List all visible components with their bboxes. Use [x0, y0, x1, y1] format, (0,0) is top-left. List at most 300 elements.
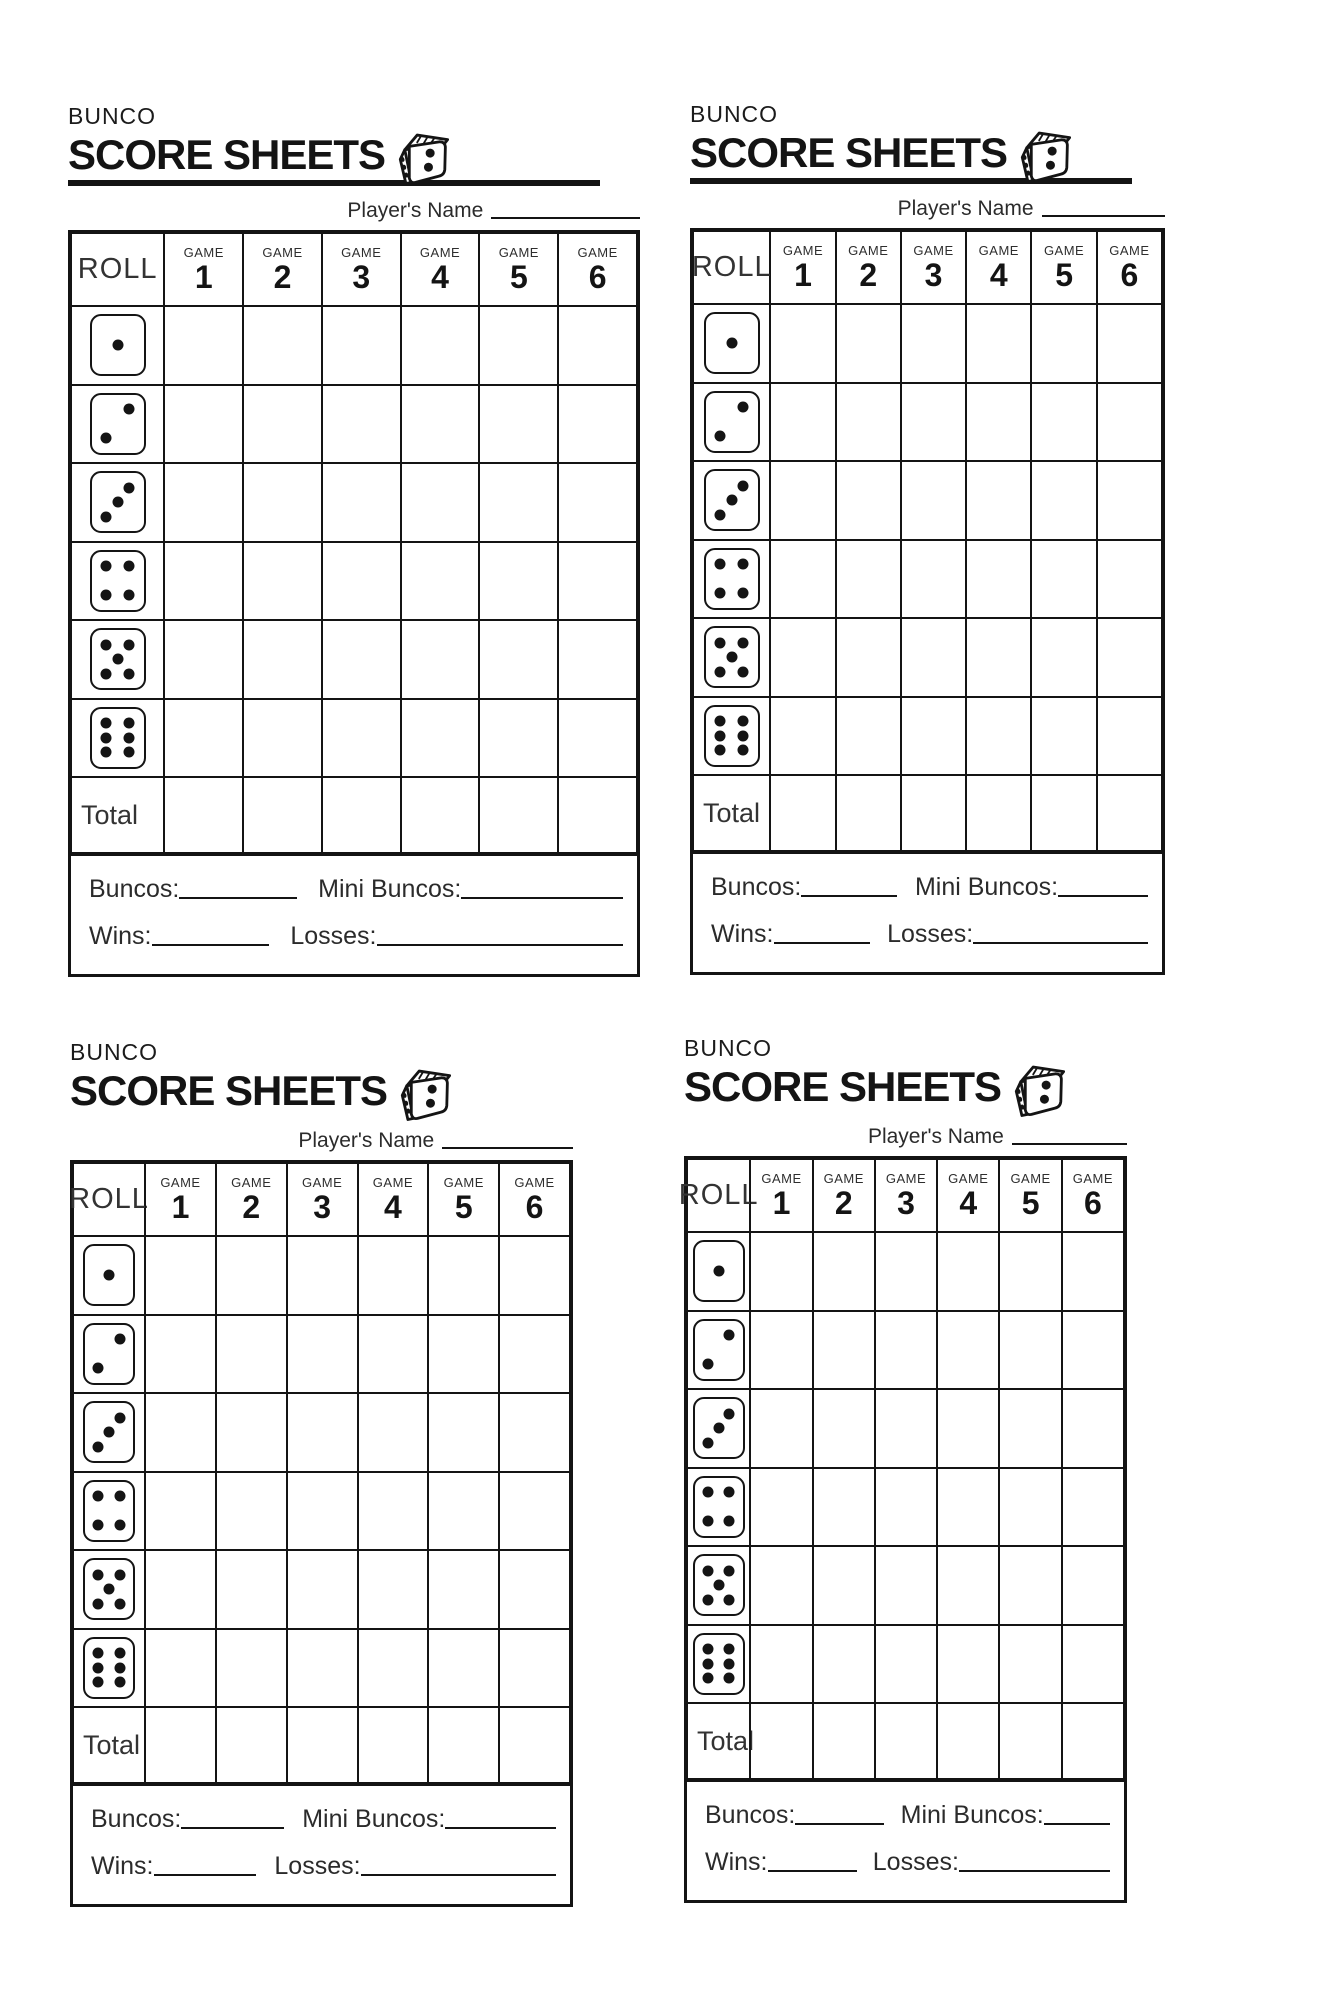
game-label: GAME: [514, 1175, 555, 1191]
die-row-header: [687, 1389, 750, 1468]
die-pip: [726, 495, 737, 506]
score-cell[interactable]: [287, 1393, 358, 1472]
score-cell[interactable]: [287, 1236, 358, 1315]
total-score-cell[interactable]: [499, 1707, 570, 1783]
player-name-write-line[interactable]: [491, 203, 640, 219]
die-pip: [703, 1565, 714, 1576]
mini-buncos-write-line[interactable]: [1058, 881, 1148, 897]
score-cell[interactable]: [499, 1236, 570, 1315]
score-cell[interactable]: [750, 1468, 812, 1547]
score-cell[interactable]: [901, 618, 966, 697]
die-pip: [93, 1520, 104, 1531]
score-cell[interactable]: [287, 1550, 358, 1629]
losses-label: Losses:: [872, 1847, 959, 1876]
roll-column-header: ROLL: [687, 1159, 750, 1232]
game-column-header: [937, 1159, 999, 1232]
score-cell[interactable]: [813, 1311, 875, 1390]
score-cell[interactable]: [999, 1389, 1061, 1468]
score-cell[interactable]: [558, 620, 637, 699]
score-cell[interactable]: [164, 306, 243, 385]
score-cell[interactable]: [358, 1393, 429, 1472]
total-score-cell[interactable]: [216, 1707, 287, 1783]
score-cell[interactable]: [836, 461, 901, 540]
total-score-cell[interactable]: [750, 1703, 812, 1779]
die-pip: [104, 1584, 115, 1595]
score-cell[interactable]: [813, 1625, 875, 1704]
score-cell[interactable]: [813, 1232, 875, 1311]
game-number: 4: [959, 1185, 978, 1222]
total-score-cell[interactable]: [937, 1703, 999, 1779]
sheet-title: SCORE SHEETS: [68, 130, 386, 178]
score-cell[interactable]: [216, 1393, 287, 1472]
die-pip: [93, 1569, 104, 1580]
score-cell[interactable]: [401, 385, 480, 464]
score-cell[interactable]: [1097, 383, 1162, 462]
buncos-write-line[interactable]: [801, 881, 897, 897]
die-face-6: [693, 1633, 745, 1695]
mini-buncos-write-line[interactable]: [445, 1813, 556, 1829]
score-cell[interactable]: [479, 620, 558, 699]
total-score-cell[interactable]: [243, 777, 322, 853]
score-cell[interactable]: [836, 304, 901, 383]
total-score-cell[interactable]: [1062, 1703, 1124, 1779]
wins-write-line[interactable]: [768, 1856, 857, 1872]
die-face-5: [83, 1558, 135, 1620]
die-pip: [124, 590, 135, 601]
die-row-header: [71, 385, 164, 464]
score-cell[interactable]: [770, 618, 835, 697]
score-cell[interactable]: [558, 306, 637, 385]
score-cell[interactable]: [287, 1315, 358, 1394]
score-cell[interactable]: [479, 306, 558, 385]
die-pip: [114, 1334, 125, 1345]
score-cell[interactable]: [966, 461, 1031, 540]
tilted-die-icon: [1005, 1061, 1067, 1125]
score-cell[interactable]: [428, 1393, 499, 1472]
score-cell[interactable]: [966, 697, 1031, 776]
score-cell[interactable]: [428, 1472, 499, 1551]
score-cell[interactable]: [499, 1629, 570, 1708]
buncos-write-line[interactable]: [795, 1809, 884, 1825]
die-row-header: [693, 304, 770, 383]
score-cell[interactable]: [750, 1625, 812, 1704]
score-cell[interactable]: [966, 383, 1031, 462]
die-pip: [124, 718, 135, 729]
die-row-header: [693, 383, 770, 462]
die-face-1: [693, 1240, 745, 1302]
score-cell[interactable]: [1062, 1232, 1124, 1311]
score-cell[interactable]: [999, 1232, 1061, 1311]
total-score-cell[interactable]: [813, 1703, 875, 1779]
score-cell[interactable]: [499, 1315, 570, 1394]
score-cell[interactable]: [1097, 540, 1162, 619]
game-column-header: [1062, 1159, 1124, 1232]
total-score-cell[interactable]: [479, 777, 558, 853]
die-pip: [703, 1594, 714, 1605]
total-score-cell[interactable]: [358, 1707, 429, 1783]
die-pip: [114, 1520, 125, 1531]
die-pip: [715, 559, 726, 570]
score-cell[interactable]: [999, 1625, 1061, 1704]
score-cell[interactable]: [750, 1389, 812, 1468]
die-row-header: [687, 1311, 750, 1390]
mini-buncos-label: Mini Buncos:: [318, 875, 462, 904]
total-row-label: Total: [71, 777, 164, 853]
score-cell[interactable]: [875, 1389, 937, 1468]
score-cell[interactable]: [813, 1546, 875, 1625]
losses-write-line[interactable]: [973, 928, 1148, 944]
die-face-5: [90, 628, 146, 690]
score-table: [70, 1160, 573, 1786]
score-cell[interactable]: [401, 699, 480, 778]
score-cell[interactable]: [243, 620, 322, 699]
score-cell[interactable]: [836, 618, 901, 697]
score-table: [68, 230, 640, 856]
wins-write-line[interactable]: [152, 930, 269, 946]
bunco-score-sheet-bottom-left: [69, 1038, 573, 1907]
score-cell[interactable]: [358, 1236, 429, 1315]
game-column-header: [1097, 231, 1162, 304]
score-cell[interactable]: [479, 463, 558, 542]
buncos-write-line[interactable]: [181, 1813, 283, 1829]
score-cell[interactable]: [813, 1468, 875, 1547]
game-number: 3: [352, 259, 371, 296]
game-column-header: [216, 1163, 287, 1236]
game-number: 3: [924, 257, 943, 294]
score-cell[interactable]: [875, 1468, 937, 1547]
score-cell[interactable]: [401, 542, 480, 621]
score-cell[interactable]: [875, 1546, 937, 1625]
score-cell[interactable]: [999, 1311, 1061, 1390]
score-cell[interactable]: [770, 697, 835, 776]
score-cell[interactable]: [770, 540, 835, 619]
losses-write-line[interactable]: [361, 1860, 556, 1876]
score-cell[interactable]: [937, 1232, 999, 1311]
score-cell[interactable]: [901, 304, 966, 383]
score-cell[interactable]: [937, 1468, 999, 1547]
score-cell[interactable]: [966, 618, 1031, 697]
total-score-cell[interactable]: [1097, 775, 1162, 851]
score-cell[interactable]: [479, 699, 558, 778]
die-pip: [724, 1487, 735, 1498]
total-score-cell[interactable]: [770, 775, 835, 851]
brand-text: BUNCO: [68, 102, 157, 129]
score-cell[interactable]: [287, 1629, 358, 1708]
total-score-cell[interactable]: [901, 775, 966, 851]
wins-write-line[interactable]: [774, 928, 870, 944]
score-cell[interactable]: [216, 1550, 287, 1629]
die-row-header: [693, 461, 770, 540]
score-cell[interactable]: [1031, 618, 1096, 697]
score-cell[interactable]: [216, 1236, 287, 1315]
die-pip: [124, 668, 135, 679]
score-cell[interactable]: [937, 1311, 999, 1390]
score-cell[interactable]: [145, 1315, 216, 1394]
game-number: 1: [794, 257, 812, 294]
die-pip: [713, 1266, 724, 1277]
score-cell[interactable]: [1097, 304, 1162, 383]
score-cell[interactable]: [770, 383, 835, 462]
die-pip: [114, 1648, 125, 1659]
game-label: GAME: [948, 1171, 989, 1187]
score-cell[interactable]: [966, 304, 1031, 383]
score-cell[interactable]: [145, 1393, 216, 1472]
game-column-header: [770, 231, 835, 304]
score-cell[interactable]: [322, 620, 401, 699]
die-pip: [124, 732, 135, 743]
score-cell[interactable]: [558, 699, 637, 778]
die-pip: [724, 1594, 735, 1605]
player-name-label: Player's Name: [347, 199, 484, 222]
die-face-4: [704, 548, 760, 610]
brand-text: BUNCO: [684, 1034, 773, 1061]
score-cell[interactable]: [479, 385, 558, 464]
sheet-title: SCORE SHEETS: [684, 1062, 1002, 1110]
score-cell[interactable]: [558, 542, 637, 621]
die-pip: [101, 561, 112, 572]
losses-write-line[interactable]: [377, 930, 624, 946]
brand-text: BUNCO: [70, 1038, 159, 1065]
die-pip: [703, 1673, 714, 1684]
score-cell[interactable]: [836, 540, 901, 619]
die-pip: [124, 747, 135, 758]
score-cell[interactable]: [1031, 540, 1096, 619]
score-cell[interactable]: [428, 1629, 499, 1708]
score-cell[interactable]: [770, 461, 835, 540]
game-column-header: [966, 231, 1031, 304]
total-score-cell[interactable]: [287, 1707, 358, 1783]
score-cell[interactable]: [358, 1629, 429, 1708]
score-cell[interactable]: [428, 1315, 499, 1394]
total-score-cell[interactable]: [145, 1707, 216, 1783]
game-label: GAME: [262, 245, 303, 261]
score-cell[interactable]: [428, 1236, 499, 1315]
game-number: 2: [834, 1185, 853, 1222]
game-number: 1: [772, 1185, 791, 1222]
score-cell[interactable]: [901, 383, 966, 462]
total-score-cell[interactable]: [966, 775, 1031, 851]
score-cell[interactable]: [750, 1232, 812, 1311]
total-score-cell[interactable]: [322, 777, 401, 853]
wins-label: Wins:: [705, 1847, 768, 1876]
score-cell[interactable]: [937, 1625, 999, 1704]
score-cell[interactable]: [1031, 304, 1096, 383]
score-cell[interactable]: [937, 1389, 999, 1468]
total-row-label: Total: [687, 1703, 750, 1779]
total-score-cell[interactable]: [836, 775, 901, 851]
bunco-score-sheet-bottom-right: [678, 1034, 1127, 1903]
game-label: GAME: [913, 243, 954, 259]
game-label: GAME: [761, 1171, 802, 1187]
score-cell[interactable]: [966, 540, 1031, 619]
score-cell[interactable]: [428, 1550, 499, 1629]
score-cell[interactable]: [145, 1629, 216, 1708]
score-cell[interactable]: [999, 1468, 1061, 1547]
wins-write-line[interactable]: [154, 1860, 256, 1876]
die-pip: [124, 639, 135, 650]
score-cell[interactable]: [875, 1311, 937, 1390]
score-cell[interactable]: [322, 306, 401, 385]
score-cell[interactable]: [287, 1472, 358, 1551]
score-cell[interactable]: [216, 1472, 287, 1551]
score-cell[interactable]: [875, 1625, 937, 1704]
score-cell[interactable]: [164, 463, 243, 542]
game-label: GAME: [341, 245, 382, 261]
score-cell[interactable]: [322, 699, 401, 778]
score-cell[interactable]: [1097, 697, 1162, 776]
die-row-header: [71, 542, 164, 621]
die-face-2: [704, 391, 760, 453]
game-number: 2: [273, 259, 292, 296]
wins-label: Wins:: [89, 921, 152, 950]
score-cell[interactable]: [216, 1629, 287, 1708]
score-table: [678, 1156, 1127, 1782]
score-cell[interactable]: [401, 306, 480, 385]
score-cell[interactable]: [322, 385, 401, 464]
score-cell[interactable]: [401, 620, 480, 699]
game-number: 4: [431, 259, 449, 296]
score-cell[interactable]: [901, 461, 966, 540]
score-cell[interactable]: [1062, 1468, 1124, 1547]
score-cell[interactable]: [499, 1472, 570, 1551]
die-pip: [703, 1437, 714, 1448]
score-cell[interactable]: [999, 1546, 1061, 1625]
score-cell[interactable]: [322, 542, 401, 621]
score-cell[interactable]: [243, 385, 322, 464]
mini-buncos-write-line[interactable]: [1044, 1809, 1110, 1825]
die-pip: [715, 637, 726, 648]
score-cell[interactable]: [499, 1393, 570, 1472]
game-column-header: [1031, 231, 1096, 304]
score-cell[interactable]: [145, 1472, 216, 1551]
score-cell[interactable]: [1097, 461, 1162, 540]
game-number: 5: [1055, 257, 1073, 294]
die-face-3: [704, 469, 760, 531]
score-cell[interactable]: [358, 1315, 429, 1394]
die-pip: [703, 1644, 714, 1655]
die-face-2: [693, 1319, 745, 1381]
total-score-cell[interactable]: [401, 777, 480, 853]
score-cell[interactable]: [813, 1389, 875, 1468]
buncos-write-line[interactable]: [179, 883, 296, 899]
score-cell[interactable]: [1062, 1311, 1124, 1390]
score-cell[interactable]: [558, 463, 637, 542]
die-pip: [124, 404, 135, 415]
score-cell[interactable]: [164, 699, 243, 778]
die-face-3: [90, 471, 146, 533]
score-cell[interactable]: [243, 542, 322, 621]
die-pip: [738, 480, 749, 491]
score-cell[interactable]: [164, 385, 243, 464]
score-cell[interactable]: [770, 304, 835, 383]
game-number: 6: [525, 1189, 544, 1226]
player-name-write-line[interactable]: [1012, 1129, 1127, 1145]
score-cell[interactable]: [145, 1550, 216, 1629]
game-label: GAME: [1010, 1171, 1051, 1187]
game-column-header: [875, 1159, 937, 1232]
score-cell[interactable]: [499, 1550, 570, 1629]
total-score-cell[interactable]: [999, 1703, 1061, 1779]
score-cell[interactable]: [1097, 618, 1162, 697]
game-number: 1: [171, 1189, 190, 1226]
tally-box: [70, 1786, 573, 1907]
score-cell[interactable]: [243, 306, 322, 385]
score-cell[interactable]: [216, 1315, 287, 1394]
score-cell[interactable]: [322, 463, 401, 542]
die-pip: [101, 590, 112, 601]
total-score-cell[interactable]: [558, 777, 637, 853]
score-table: [690, 228, 1165, 854]
score-cell[interactable]: [901, 540, 966, 619]
score-cell[interactable]: [164, 542, 243, 621]
game-column-header: [499, 1163, 570, 1236]
score-cell[interactable]: [1031, 461, 1096, 540]
score-cell[interactable]: [243, 699, 322, 778]
total-score-cell[interactable]: [428, 1707, 499, 1783]
total-score-cell[interactable]: [875, 1703, 937, 1779]
game-label: GAME: [1043, 243, 1085, 259]
die-row-header: [73, 1393, 145, 1472]
game-number: 5: [1021, 1185, 1040, 1222]
score-cell[interactable]: [164, 620, 243, 699]
die-face-5: [693, 1554, 745, 1616]
total-score-cell[interactable]: [1031, 775, 1096, 851]
score-cell[interactable]: [358, 1550, 429, 1629]
score-cell[interactable]: [358, 1472, 429, 1551]
score-cell[interactable]: [1062, 1546, 1124, 1625]
score-cell[interactable]: [145, 1236, 216, 1315]
score-cell[interactable]: [1031, 697, 1096, 776]
die-pip: [114, 1598, 125, 1609]
total-row-label: Total: [73, 1707, 145, 1783]
score-cell[interactable]: [901, 697, 966, 776]
player-name-write-line[interactable]: [442, 1133, 573, 1149]
score-cell[interactable]: [937, 1546, 999, 1625]
score-cell[interactable]: [1031, 383, 1096, 462]
player-name-write-line[interactable]: [1042, 201, 1166, 217]
score-cell[interactable]: [1062, 1389, 1124, 1468]
score-cell[interactable]: [479, 542, 558, 621]
game-column-header: [145, 1163, 216, 1236]
score-cell[interactable]: [401, 463, 480, 542]
score-cell[interactable]: [558, 385, 637, 464]
player-name-label: Player's Name: [298, 1129, 435, 1152]
mini-buncos-write-line[interactable]: [461, 883, 623, 899]
score-cell[interactable]: [750, 1311, 812, 1390]
score-cell[interactable]: [836, 383, 901, 462]
losses-write-line[interactable]: [959, 1856, 1110, 1872]
die-pip: [112, 654, 123, 665]
die-row-header: [71, 620, 164, 699]
die-pip: [726, 338, 737, 349]
game-column-header: [479, 233, 558, 306]
sheet-header: [68, 95, 640, 230]
score-cell[interactable]: [243, 463, 322, 542]
score-cell[interactable]: [750, 1546, 812, 1625]
game-column-header: [287, 1163, 358, 1236]
game-column-header: [243, 233, 322, 306]
score-cell[interactable]: [836, 697, 901, 776]
score-cell[interactable]: [875, 1232, 937, 1311]
die-pip: [738, 730, 749, 741]
score-cell[interactable]: [1062, 1625, 1124, 1704]
die-pip: [715, 509, 726, 520]
total-score-cell[interactable]: [164, 777, 243, 853]
sheet-header: [690, 95, 1165, 228]
mini-buncos-label: Mini Buncos:: [900, 1801, 1044, 1830]
game-label: GAME: [1072, 1171, 1113, 1187]
mini-buncos-label: Mini Buncos:: [914, 873, 1059, 902]
